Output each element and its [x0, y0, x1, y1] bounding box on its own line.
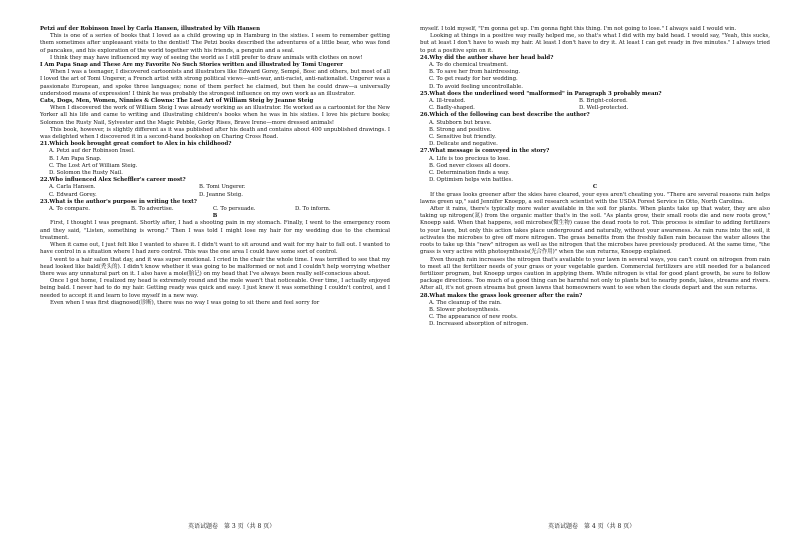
q23-options-row: [49, 206, 390, 213]
book3-heading: Cats, Dogs, Men, Women, Ninnies & Clowns: The Lost Art of William Steig by Jeanne Steig: [40, 98, 314, 105]
passage-c-paragraph-2: After it rains, there's typically more water available in the soil for plants. When plants take up that water, they are also taking up nitrogen(氮) from the organic matter that's in the soil. "As plants grow, their small roots die and new roots grow," Knoepp said. When that happens, soil microbes(微生物) cause the dead roots to rot. This process is similar to adding fertilizers to your lawn, but only this action takes place underground and naturally, without your awareness. As rain runs into the soil, it activates the microbes to give off more nitrogen. The grass benefits from the freshly fallen rain because the water allows the roots to take up this "new" nitrogen as well as the nitrogen that the microbes have previously produced. At the same time, "the grass is very active with photosynthesis(光合作用)" when the sun returns, Knoepp explained.: [420, 206, 770, 256]
page-footer-right: 英语试题卷 第 4 页（共 8 页）: [548, 523, 636, 530]
q22-option-d: D. Jeanne Steig.: [199, 191, 243, 198]
q28-option-b: B. Slower photosynthesis.: [429, 306, 500, 313]
q26-option-a: A. Stubborn but brave.: [429, 119, 492, 126]
passage-b-paragraph-5: Even when I was first diagnosed(诊断), there was no way I was going to sit there and feel sorry for: [50, 299, 320, 306]
q21-option-d: D. Solomon the Rusty Nail.: [49, 170, 123, 177]
q27-option-d: D. Optimism helps win battles.: [429, 177, 513, 184]
q27-option-a: A. Life is too precious to lose.: [429, 155, 511, 162]
q25-option-c: C. Badly-shaped.: [429, 105, 475, 112]
q26-option-b: B. Strong and positive.: [429, 126, 492, 133]
q25-option-a: A. Ill-treated.: [429, 98, 466, 105]
q24-option-c: C. To get ready for her wedding.: [429, 76, 518, 83]
q26-option-c: C. Sensitive but friendly.: [429, 134, 497, 141]
question-26: 26.Which of the following can best describe the author?: [420, 112, 590, 119]
q28-option-a: A. The cleanup of the rain.: [429, 299, 502, 306]
passage-b-paragraph-4: Once I got home, I realized my head is extremely round and the mole wasn't that noticeable. Over time, I actually enjoyed being bald. I never had to do my hair. Getting ready was quick and easy. I just knew it was something I couldn't control, and I needed to accept it and learn to love myself in a new way.: [40, 278, 390, 299]
passage-b-paragraph-3: I went to a hair salon that day, and it was super emotional. I cried in the chair the whole time. I was terrified to see that my head looked like bald(秃头的). I didn't know whether it was going to be malformed or not and I couldn't help worrying whether there was any unnatural part on it. I also have a mole(胎记) on my head that I've always been really self-conscious about.: [40, 256, 390, 277]
question-21: 21.Which book brought great comfort to Alex in his childhood?: [40, 141, 232, 148]
question-24: 24.Why did the author shave her head bald?: [420, 54, 554, 61]
q23-option-c: C. To persuade.: [213, 206, 256, 213]
passage-b-paragraph-6: Looking at things in a positive way really helped me, so that's what I did with my bald head. I would say, "Yeah, this sucks, but at least I don't have to wash my hair. At least I don't have to dry it. At least I can get ready in five minutes." I always tried to put a positive spin on it.: [420, 33, 770, 54]
q22-options-row-2: [49, 192, 390, 199]
book1-heading: Petzi auf der Robinson Insel by Carla Hansen, illustrated by Vilh Hansen: [40, 26, 260, 32]
right-column: [420, 26, 770, 329]
book2-paragraph: When I was a teenager, I discovered cartoonists and illustrators like Edward Gorey, Sempé, Bosc and others, but most of all I loved the art of Tomi Ungerer, a French artist with strong political views—anti-war, anti-racist, anti-nationalist. Ungerer was a passionate European, and spoke three languages; none of them perfect he claimed, but then he could draw—a universally understood means of expression! I think he was probably the strongest influence on my own work as an illustrator.: [40, 69, 391, 97]
q24-option-b: B. To save her from hairdressing.: [429, 69, 521, 76]
q21-option-a: A. Petzi auf der Robinson Insel.: [49, 148, 135, 155]
q25-options-row-1: [429, 98, 770, 105]
q23-option-d: D. To inform.: [295, 206, 331, 213]
q25-options-row-2: [429, 105, 770, 112]
book1-paragraph-2: I think they may have influenced my way of seeing the world as I still prefer to draw animals with clothes on now!: [50, 54, 363, 61]
passage-b-paragraph-2: When it came out, I just felt like I wanted to shave it. I didn't want to sit around and wait for my hair to fall out. I wanted to have control in a situation where I had zero control. This was the one area I could have some sort of control.: [40, 242, 390, 256]
passage-c-paragraph-1: If the grass looks greener after the skies have cleared, your eyes aren't cheating you. "There are several reasons rain helps lawns green up," said Jennifer Knoepp, a soil research scientist with the USDA Forest Service in Otto, North Carolina.: [420, 191, 770, 205]
q28-option-c: C. The appearance of new roots.: [429, 314, 518, 321]
book1-paragraph: This is one of a series of books that I loved as a child growing up in Hamburg in the sixties. I seem to remember getting them sometimes after unpleasant visits to the dentist! The Petzi books described the adventures of a little bear, who was fond of pancakes, and his exploration of the world together with his friends, a penguin and a seal.: [40, 33, 390, 54]
q25-option-b: B. Bright-colored.: [579, 98, 628, 105]
passage-c-paragraph-3: Even though rain increases the nitrogen that's available to your lawn in several ways, you can't count on nitrogen from rain to meet all the fertilizer needs of your grass or your vegetable garden. Commercial fertilizers are still needed for a balanced fertilizer program, but Knoepp urges caution in applying them. While nitrogen is vital for good plant growth, be sure to follow package directions. Too much of a good thing can be harmful not only to plants but to nearby ponds, lakes, streams and rivers. After all, it's not green streams but green lawns that homeowners want to see when the clouds depart and the sun returns.: [420, 256, 770, 292]
q21-option-b: B. I Am Papa Snap.: [49, 155, 102, 162]
book3-paragraph: When I discovered the work of William Steig I was already working as an illustrator. He worked as a cartoonist for the New Yorker all his life and came to writing and illustrating children's books when he was in his sixties. I love his picture books; Solomon the Rusty Nail, Sylvester and the Magic Pebble, Gorky Rises, Brave Irene—more dressed animals!: [40, 105, 390, 126]
q24-option-a: A. To do chemical treatment.: [429, 62, 509, 69]
passage-b-paragraph-5-cont: myself. I told myself, "I'm gonna get up. I'm gonna fight this thing. I'm not going to lose." I always said I would win.: [420, 26, 737, 32]
book2-heading: I Am Papa Snap and These Are my Favorite No Such Stories written and illustrated by Tomi Ungerer: [40, 62, 343, 69]
q22-option-b: B. Tomi Ungerer.: [199, 184, 246, 191]
section-b-label: B: [212, 213, 218, 220]
page-footer-left: 英语试题卷 第 3 页（共 8 页）: [188, 523, 276, 530]
q24-option-d: D. To avoid feeling uncontrollable.: [429, 83, 523, 90]
q22-option-c: C. Edward Gorey.: [49, 191, 97, 198]
q21-option-c: C. The Lost Art of William Steig.: [49, 162, 138, 169]
question-28: 28.What makes the grass look greener after the rain?: [420, 292, 583, 299]
q27-option-b: B. God never closes all doors.: [429, 162, 511, 169]
section-c-label: C: [592, 184, 598, 191]
passage-b-paragraph-1: First, I thought I was pregnant. Shortly after, I had a shooting pain in my stomach. Finally, I went to the emergency room and they said, "Listen, something is wrong." Then I was told I might lose my hair for my wedding due to the chemical treatment.: [40, 220, 390, 241]
q23-option-b: B. To advertise.: [131, 206, 174, 213]
left-column: [40, 26, 390, 307]
q25-option-d: D. Well-protected.: [579, 105, 629, 112]
q27-option-c: C. Determination finds a way.: [429, 170, 510, 177]
q23-option-a: A. To compare.: [49, 206, 90, 213]
q22-option-a: A. Carla Hansen.: [49, 184, 96, 191]
question-22: 22.Who influenced Alex Scheffler's career most?: [40, 177, 186, 184]
q22-options-row-1: [49, 184, 390, 191]
question-27: 27.What message is conveyed in the story?: [420, 148, 550, 155]
question-23: 23.What is the author's purpose in writing the text?: [40, 198, 197, 205]
q28-option-d: D. Increased absorption of nitrogen.: [429, 321, 529, 328]
book3-paragraph-2: This book, however, is slightly different as it was published after his death and contains about 400 unpublished drawings. I was delighted when I discovered it in a second-hand bookshop on Charing Cross Road.: [40, 126, 390, 141]
q26-option-d: D. Delicate and negative.: [429, 141, 498, 148]
question-25: 25.What does the underlined word "malformed" in Paragraph 3 probably mean?: [420, 90, 662, 97]
